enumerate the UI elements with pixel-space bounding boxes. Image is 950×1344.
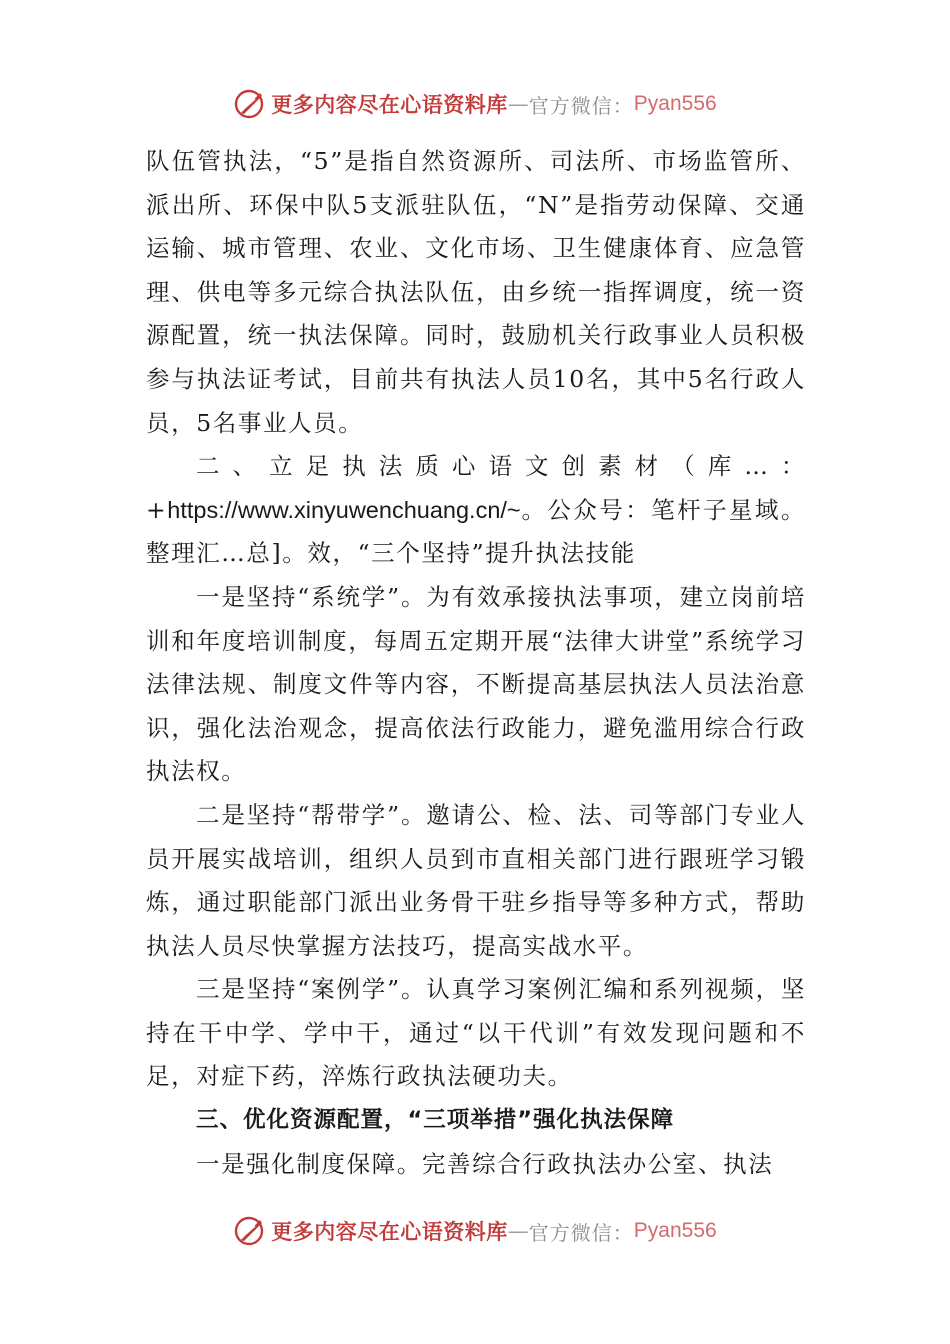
watermark-header bbox=[0, 84, 950, 124]
heading-2-part1: 二、立足执法质心语文创素材（库…：+ bbox=[146, 452, 806, 524]
paragraph-institution: 一是强化制度保障。完善综合行政执法办公室、执法 bbox=[196, 1149, 774, 1178]
watermark-brand: 更多内容尽在心语资料库 bbox=[271, 1220, 508, 1244]
paragraph-mentoring: 二是坚持“帮带学”。邀请公、检、法、司等部门专业人员开展实战培训，组织人员到市直相关部门进行跟班学习锻炼，通过职能部门派出业务骨干驻乡指导等多种方式，帮助执法人员尽快掌握方法技巧，提高实战水平。 bbox=[146, 800, 806, 960]
source-url: https://www.xinyuwenchuang.cn/~ bbox=[167, 496, 521, 523]
watermark-footer bbox=[0, 1211, 950, 1251]
section-heading-3: 三、优化资源配置，“三项举措”强化执法保障 bbox=[196, 1107, 675, 1134]
feather-pen-seal-icon bbox=[233, 1214, 267, 1248]
watermark-id: Pyan556 bbox=[633, 92, 717, 115]
heading-2-part2: 。公众号：笔杆子星域。整理汇…总]。效，“三个坚持”提升执法技能 bbox=[146, 495, 806, 568]
watermark-dash: — bbox=[507, 92, 529, 116]
watermark-dash: — bbox=[507, 1219, 529, 1243]
watermark-brand: 更多内容尽在心语资料库 bbox=[271, 93, 508, 117]
watermark-label: 官方微信： bbox=[528, 1220, 634, 1245]
paragraph-system-learning: 一是坚持“系统学”。为有效承接执法事项，建立岗前培训和年度培训制度，每周五定期开展“法律大讲堂”系统学习法律法规、制度文件等内容，不断提高基层执法人员法治意识，强化法治观念，提高依法行政能力，避免滥用综合行政执法权。 bbox=[146, 582, 806, 786]
paragraph-case-learning: 三是坚持“案例学”。认真学习案例汇编和系列视频，坚持在干中学、学中干，通过“以干代训”有效发现问题和不足，对症下药，淬炼行政执法硬功夫。 bbox=[146, 975, 806, 1091]
document-body bbox=[146, 140, 806, 1186]
watermark-label: 官方微信： bbox=[528, 93, 634, 118]
section-heading-2 bbox=[146, 445, 806, 576]
watermark-id: Pyan556 bbox=[633, 1219, 717, 1242]
feather-pen-seal-icon bbox=[233, 87, 267, 121]
paragraph-teams: 队伍管执法，“5”是指自然资源所、司法所、市场监管所、派出所、环保中队5支派驻队伍，“N”是指劳动保障、交通运输、城市管理、农业、文化市场、卫生健康体育、应急管理、供电等多元综合执法队伍，由乡统一指挥调度，统一资源配置，统一执法保障。同时，鼓励机关行政事业人员积极参与执法证考试，目前共有执法人员10名，其中5名行政人员，5名事业人员。 bbox=[146, 147, 806, 437]
